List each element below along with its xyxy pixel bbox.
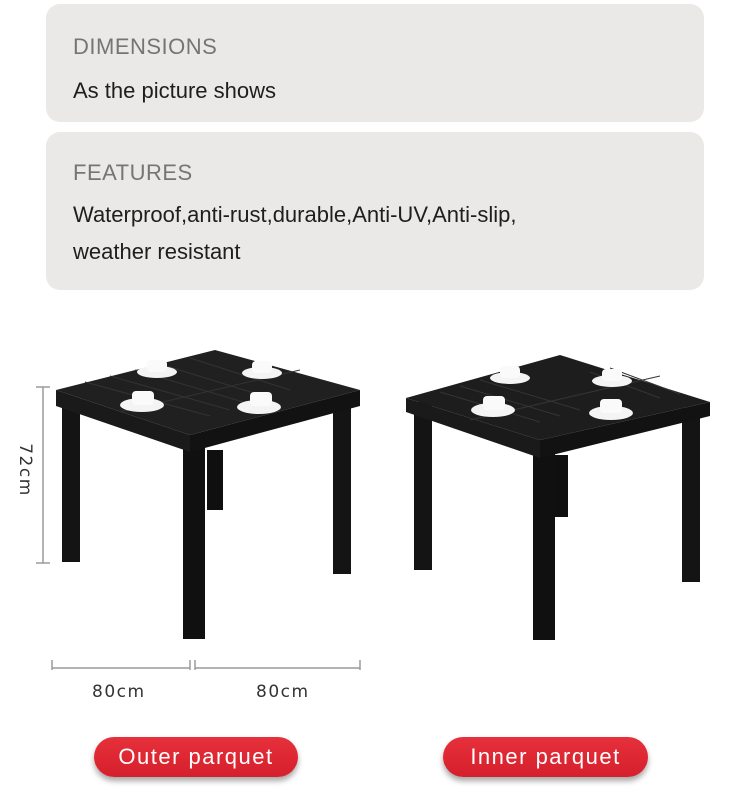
dimensions-card [46, 4, 704, 122]
features-heading: FEATURES [73, 160, 193, 185]
width-label-left: 80cm [92, 682, 146, 702]
outer-parquet-table-image [0, 340, 375, 670]
features-text [73, 196, 684, 270]
dimensions-text: As the picture shows [73, 78, 276, 103]
inner-parquet-table-image [400, 340, 750, 650]
height-dimension-line [36, 387, 50, 563]
dimensions-heading: DIMENSIONS [73, 34, 218, 59]
height-label: 72cm [14, 443, 35, 497]
width-dimension-line [52, 660, 360, 670]
inner-parquet-label: Inner parquet [443, 737, 648, 777]
features-text-line2: weather resistant [73, 239, 241, 264]
width-label-right: 80cm [256, 682, 310, 702]
features-card [46, 132, 704, 290]
features-text-line1: Waterproof,anti-rust,durable,Anti-UV,Anti-slip, [73, 202, 517, 227]
outer-parquet-label: Outer parquet [94, 737, 298, 777]
